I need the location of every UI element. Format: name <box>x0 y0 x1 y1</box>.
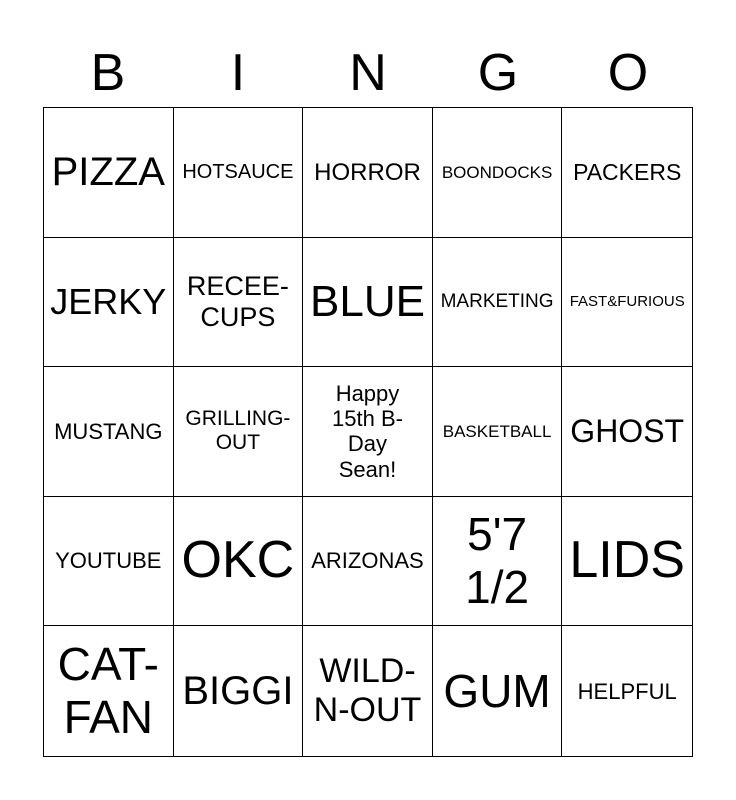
bingo-cell-text: HORROR <box>314 158 421 186</box>
bingo-cell[interactable] <box>433 238 563 368</box>
bingo-cell-text: GRILLING- OUT <box>185 407 291 455</box>
bingo-cell[interactable] <box>44 108 174 238</box>
bingo-cell[interactable] <box>174 626 304 756</box>
bingo-cell-text: ARIZONAS <box>311 548 424 574</box>
bingo-cell-text: Happy 15th B- Day Sean! <box>332 380 403 482</box>
bingo-cell[interactable] <box>174 108 304 238</box>
header-letter-b: B <box>90 44 126 102</box>
bingo-cell-text: MARKETING <box>440 290 554 312</box>
bingo-cell-text: 5'7 1/2 <box>465 508 530 614</box>
header-letter-i: I <box>230 44 246 102</box>
bingo-cell-text: OKC <box>181 531 295 590</box>
bingo-cell-text: GHOST <box>570 413 685 450</box>
bingo-cell[interactable] <box>303 626 433 756</box>
bingo-cell[interactable] <box>433 367 563 497</box>
bingo-cell[interactable] <box>562 238 692 368</box>
bingo-cell[interactable] <box>562 108 692 238</box>
header-letter-o: O <box>607 44 649 102</box>
bingo-cell-text: HOTSAUCE <box>182 160 294 183</box>
bingo-cell-text: PIZZA <box>51 150 165 195</box>
bingo-cell[interactable] <box>303 108 433 238</box>
bingo-cell[interactable] <box>174 367 304 497</box>
bingo-cell-text: LIDS <box>569 531 685 590</box>
bingo-cell[interactable] <box>433 108 563 238</box>
bingo-cell-text: CAT- FAN <box>57 638 159 744</box>
bingo-card-grid <box>43 107 693 757</box>
bingo-cell[interactable] <box>44 238 174 368</box>
bingo-cell[interactable] <box>433 497 563 627</box>
bingo-cell-text: PACKERS <box>573 159 682 186</box>
bingo-cell-text: GUM <box>443 664 551 717</box>
bingo-cell[interactable] <box>303 238 433 368</box>
bingo-cell[interactable] <box>562 497 692 627</box>
bingo-cell-text: RECEE- CUPS <box>186 270 289 332</box>
bingo-cell-text: BLUE <box>310 276 425 326</box>
bingo-cell-text: YOUTUBE <box>55 548 162 574</box>
bingo-header <box>43 38 693 108</box>
bingo-cell[interactable] <box>562 626 692 756</box>
bingo-cell[interactable] <box>44 626 174 756</box>
bingo-cell-text: BOONDOCKS <box>441 162 553 182</box>
bingo-cell[interactable] <box>433 626 563 756</box>
bingo-cell-text: HELPFUL <box>577 678 677 704</box>
bingo-cell[interactable] <box>44 367 174 497</box>
bingo-cell-text: BIGGI <box>182 669 294 714</box>
bingo-cell[interactable] <box>562 367 692 497</box>
bingo-cell[interactable] <box>303 367 433 497</box>
bingo-cell-text: WILD- N-OUT <box>313 652 422 730</box>
bingo-cell-text: JERKY <box>50 281 167 323</box>
header-letter-n: N <box>349 44 387 102</box>
bingo-cell-text: FAST&FURIOUS <box>569 293 685 311</box>
bingo-cell[interactable] <box>303 497 433 627</box>
bingo-cell[interactable] <box>174 238 304 368</box>
header-letter-g: G <box>477 44 519 102</box>
bingo-cell-text: BASKETBALL <box>442 421 552 441</box>
bingo-cell-text: MUSTANG <box>54 418 163 444</box>
bingo-cell[interactable] <box>174 497 304 627</box>
bingo-cell[interactable] <box>44 497 174 627</box>
